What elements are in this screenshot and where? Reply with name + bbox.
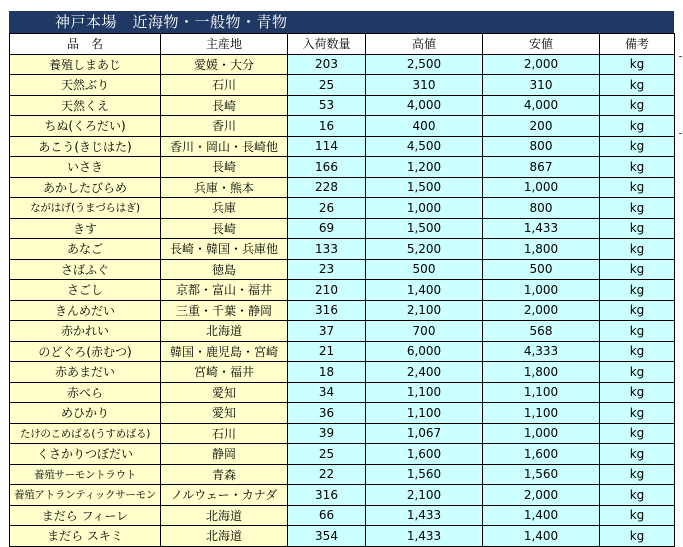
cell-low: 1,400 xyxy=(483,505,600,526)
cell-quantity: 133 xyxy=(288,239,366,260)
cell-high: 1,100 xyxy=(366,382,483,403)
cell-origin: 長崎 xyxy=(161,157,288,178)
cell-quantity: 23 xyxy=(288,259,366,280)
table-row xyxy=(10,157,675,178)
cell-name: 天然くえ xyxy=(10,95,161,116)
cell-name: 赤かれい xyxy=(10,321,161,342)
cell-remarks: kg xyxy=(600,218,675,239)
cell-remarks: kg xyxy=(600,403,675,424)
cell-high: 2,500 xyxy=(366,54,483,75)
cell-origin: 北海道 xyxy=(161,505,288,526)
cell-low: 800 xyxy=(483,198,600,219)
cell-high: 4,000 xyxy=(366,95,483,116)
cell-quantity: 210 xyxy=(288,280,366,301)
cell-remarks: kg xyxy=(600,423,675,444)
cell-remarks: kg xyxy=(600,464,675,485)
table-row xyxy=(10,136,675,157)
cell-low: 2,000 xyxy=(483,300,600,321)
cell-origin: 京都・富山・福井 xyxy=(161,280,288,301)
cell-low: 1,433 xyxy=(483,218,600,239)
cell-quantity: 114 xyxy=(288,136,366,157)
cell-high: 1,067 xyxy=(366,423,483,444)
price-table xyxy=(9,33,675,547)
header-origin: 主産地 xyxy=(161,34,288,55)
cell-origin: 長崎・韓国・兵庫他 xyxy=(161,239,288,260)
table-row xyxy=(10,444,675,465)
cell-high: 1,600 xyxy=(366,444,483,465)
price-sheet xyxy=(9,11,674,547)
cell-high: 2,100 xyxy=(366,485,483,506)
table-row xyxy=(10,280,675,301)
cell-quantity: 53 xyxy=(288,95,366,116)
cell-remarks: kg xyxy=(600,259,675,280)
cell-quantity: 316 xyxy=(288,485,366,506)
edge-mark xyxy=(679,133,682,134)
cell-low: 1,000 xyxy=(483,280,600,301)
cell-high: 1,400 xyxy=(366,280,483,301)
cell-high: 1,433 xyxy=(366,526,483,547)
cell-high: 1,100 xyxy=(366,403,483,424)
cell-low: 4,000 xyxy=(483,95,600,116)
cell-name: たけのこめばる(うすめばる) xyxy=(10,423,161,444)
table-row xyxy=(10,95,675,116)
edge-mark xyxy=(679,56,682,57)
cell-name: 天然ぶり xyxy=(10,75,161,96)
cell-remarks: kg xyxy=(600,526,675,547)
cell-remarks: kg xyxy=(600,341,675,362)
cell-low: 1,000 xyxy=(483,423,600,444)
cell-remarks: kg xyxy=(600,136,675,157)
header-quantity: 入荷数量 xyxy=(288,34,366,55)
table-row xyxy=(10,464,675,485)
cell-name: きんめだい xyxy=(10,300,161,321)
cell-remarks: kg xyxy=(600,95,675,116)
cell-low: 1,800 xyxy=(483,239,600,260)
cell-name: まだら フィーレ xyxy=(10,505,161,526)
header-row xyxy=(10,34,675,55)
cell-high: 2,100 xyxy=(366,300,483,321)
cell-remarks: kg xyxy=(600,505,675,526)
sheet-title: 神戸本場 近海物・一般物・青物 xyxy=(9,11,674,33)
cell-origin: 長崎 xyxy=(161,95,288,116)
header-high: 高値 xyxy=(366,34,483,55)
cell-high: 400 xyxy=(366,116,483,137)
cell-quantity: 69 xyxy=(288,218,366,239)
cell-origin: 石川 xyxy=(161,423,288,444)
table-row xyxy=(10,300,675,321)
cell-remarks: kg xyxy=(600,444,675,465)
cell-name: 養殖アトランティックサーモン xyxy=(10,485,161,506)
cell-origin: 愛媛・大分 xyxy=(161,54,288,75)
cell-name: さばふぐ xyxy=(10,259,161,280)
cell-name: 赤べら xyxy=(10,382,161,403)
table-row xyxy=(10,526,675,547)
cell-name: きす xyxy=(10,218,161,239)
cell-origin: 兵庫 xyxy=(161,198,288,219)
cell-low: 1,000 xyxy=(483,177,600,198)
cell-name: あなご xyxy=(10,239,161,260)
cell-origin: 香川・岡山・長崎他 xyxy=(161,136,288,157)
cell-low: 310 xyxy=(483,75,600,96)
cell-origin: 三重・千葉・静岡 xyxy=(161,300,288,321)
table-row xyxy=(10,341,675,362)
cell-remarks: kg xyxy=(600,362,675,383)
cell-origin: 宮崎・福井 xyxy=(161,362,288,383)
cell-name: ながはげ(うまづらはぎ) xyxy=(10,198,161,219)
cell-name: 養殖しまあじ xyxy=(10,54,161,75)
cell-high: 700 xyxy=(366,321,483,342)
cell-name: 赤あまだい xyxy=(10,362,161,383)
table-row xyxy=(10,239,675,260)
cell-origin: 徳島 xyxy=(161,259,288,280)
cell-remarks: kg xyxy=(600,75,675,96)
cell-low: 800 xyxy=(483,136,600,157)
header-low: 安値 xyxy=(483,34,600,55)
cell-low: 568 xyxy=(483,321,600,342)
header-name: 品 名 xyxy=(10,34,161,55)
cell-origin: 青森 xyxy=(161,464,288,485)
cell-quantity: 25 xyxy=(288,444,366,465)
cell-origin: 北海道 xyxy=(161,321,288,342)
cell-name: あこう(きじはた) xyxy=(10,136,161,157)
cell-low: 4,333 xyxy=(483,341,600,362)
cell-quantity: 354 xyxy=(288,526,366,547)
table-row xyxy=(10,505,675,526)
cell-name: いさき xyxy=(10,157,161,178)
cell-name: さごし xyxy=(10,280,161,301)
cell-quantity: 316 xyxy=(288,300,366,321)
table-row xyxy=(10,382,675,403)
cell-quantity: 37 xyxy=(288,321,366,342)
cell-high: 1,200 xyxy=(366,157,483,178)
cell-high: 1,000 xyxy=(366,198,483,219)
cell-remarks: kg xyxy=(600,300,675,321)
cell-quantity: 36 xyxy=(288,403,366,424)
table-row xyxy=(10,259,675,280)
cell-origin: 兵庫・熊本 xyxy=(161,177,288,198)
cell-origin: 香川 xyxy=(161,116,288,137)
cell-high: 500 xyxy=(366,259,483,280)
cell-origin: 愛知 xyxy=(161,382,288,403)
table-row xyxy=(10,218,675,239)
cell-quantity: 228 xyxy=(288,177,366,198)
cell-remarks: kg xyxy=(600,280,675,301)
cell-low: 500 xyxy=(483,259,600,280)
cell-remarks: kg xyxy=(600,382,675,403)
table-row xyxy=(10,54,675,75)
cell-name: のどぐろ(赤むつ) xyxy=(10,341,161,362)
cell-quantity: 16 xyxy=(288,116,366,137)
cell-high: 1,560 xyxy=(366,464,483,485)
cell-remarks: kg xyxy=(600,239,675,260)
cell-quantity: 166 xyxy=(288,157,366,178)
table-row xyxy=(10,321,675,342)
cell-quantity: 203 xyxy=(288,54,366,75)
cell-name: めひかり xyxy=(10,403,161,424)
cell-name: あかしたびらめ xyxy=(10,177,161,198)
cell-origin: 静岡 xyxy=(161,444,288,465)
cell-remarks: kg xyxy=(600,157,675,178)
cell-low: 1,400 xyxy=(483,526,600,547)
cell-origin: 韓国・鹿児島・宮崎 xyxy=(161,341,288,362)
header-remarks: 備考 xyxy=(600,34,675,55)
cell-remarks: kg xyxy=(600,321,675,342)
cell-name: まだら スキミ xyxy=(10,526,161,547)
cell-high: 1,433 xyxy=(366,505,483,526)
cell-quantity: 21 xyxy=(288,341,366,362)
cell-high: 310 xyxy=(366,75,483,96)
cell-low: 2,000 xyxy=(483,54,600,75)
cell-high: 2,400 xyxy=(366,362,483,383)
table-row xyxy=(10,485,675,506)
cell-name: 養殖サーモントラウト xyxy=(10,464,161,485)
table-row xyxy=(10,75,675,96)
cell-origin: 長崎 xyxy=(161,218,288,239)
cell-high: 1,500 xyxy=(366,177,483,198)
cell-high: 6,000 xyxy=(366,341,483,362)
cell-high: 1,500 xyxy=(366,218,483,239)
cell-name: くさかりつぼだい xyxy=(10,444,161,465)
cell-origin: 愛知 xyxy=(161,403,288,424)
cell-quantity: 66 xyxy=(288,505,366,526)
cell-quantity: 25 xyxy=(288,75,366,96)
cell-remarks: kg xyxy=(600,116,675,137)
table-row xyxy=(10,423,675,444)
cell-quantity: 22 xyxy=(288,464,366,485)
cell-low: 2,000 xyxy=(483,485,600,506)
cell-remarks: kg xyxy=(600,485,675,506)
cell-low: 1,100 xyxy=(483,382,600,403)
cell-origin: 石川 xyxy=(161,75,288,96)
cell-remarks: kg xyxy=(600,54,675,75)
table-row xyxy=(10,362,675,383)
table-row xyxy=(10,403,675,424)
cell-low: 867 xyxy=(483,157,600,178)
cell-high: 5,200 xyxy=(366,239,483,260)
cell-remarks: kg xyxy=(600,177,675,198)
cell-low: 1,600 xyxy=(483,444,600,465)
cell-quantity: 34 xyxy=(288,382,366,403)
cell-quantity: 39 xyxy=(288,423,366,444)
cell-remarks: kg xyxy=(600,198,675,219)
cell-low: 1,560 xyxy=(483,464,600,485)
table-row xyxy=(10,198,675,219)
cell-quantity: 18 xyxy=(288,362,366,383)
cell-high: 4,500 xyxy=(366,136,483,157)
table-row xyxy=(10,177,675,198)
cell-origin: 北海道 xyxy=(161,526,288,547)
table-row xyxy=(10,116,675,137)
cell-origin: ノルウェー・カナダ xyxy=(161,485,288,506)
cell-name: ちぬ(くろだい) xyxy=(10,116,161,137)
cell-low: 200 xyxy=(483,116,600,137)
cell-quantity: 26 xyxy=(288,198,366,219)
cell-low: 1,800 xyxy=(483,362,600,383)
cell-low: 1,100 xyxy=(483,403,600,424)
